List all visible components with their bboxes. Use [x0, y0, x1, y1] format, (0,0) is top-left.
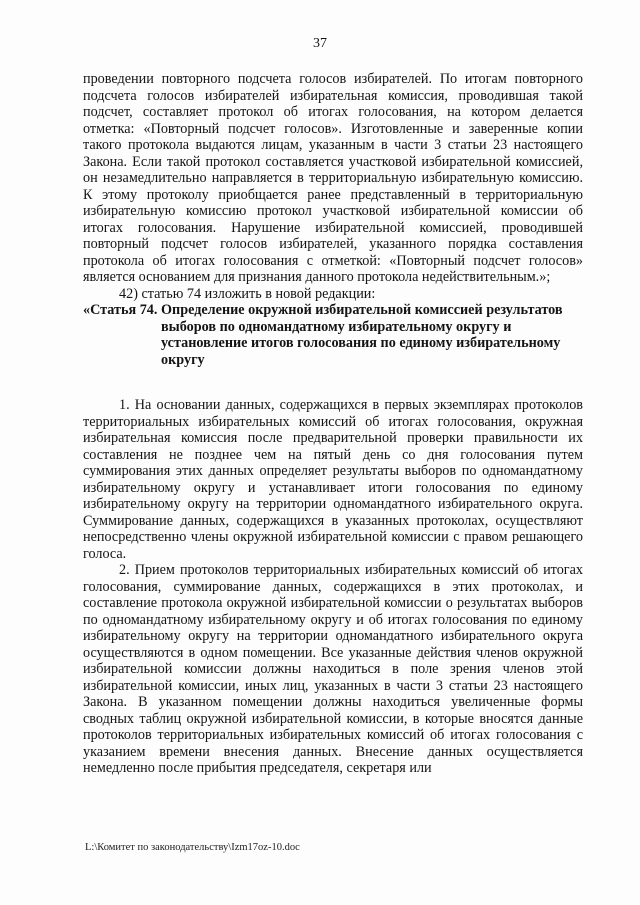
footer-file-path: L:\Комитет по законодательству\Izm17oz-10.doc	[85, 842, 300, 853]
paragraph-recount-continuation: проведении повторного подсчета голосов избирателей. По итогам повторного подсчета голосов избирателей избирательная комиссия, проводившая такой подсчет, составляет протокол об итогах голосования, на котором делается отметка: «Повторный подсчет голосов». Изготовленные и заверенные копии такого протокола выдаются лицам, указанным в части 3 статьи 23 настоящего Закона. Если такой протокол составляется участковой избирательной комиссией, он незамедлительно направляется в территориальную избирательную комиссию. К этому протоколу приобщается ранее представленный в территориальную избирательную комиссию протокол участковой избирательной комиссии об итогах голосования. Нарушение избирательной комиссией, проводившей повторный подсчет голосов избирателей, указанного порядка составления протокола об итогах голосования с отметкой: «Повторный подсчет голосов» является основанием для признания данного протокола недействительным.»;	[83, 71, 583, 285]
article-title: Определение окружной избирательной комиссией результатов выборов по одномандатному избирательному округу и установление итогов голосования по единому избирательному округу	[161, 302, 563, 368]
article-74-heading	[83, 302, 583, 368]
spacer	[83, 368, 583, 397]
amendment-item-42: 42) статью 74 изложить в новой редакции:	[119, 285, 376, 302]
page-number: 37	[313, 36, 327, 51]
document-body	[83, 71, 583, 777]
article-number: «Статья 74.	[83, 302, 161, 318]
article-item-1: 1. На основании данных, содержащихся в первых экземплярах протоколов территориальных избирательных комиссий об итогах голосования, окружная избирательная комиссия после предварительной проверки правильности их составления не позднее чем на пятый день со дня голосования путем суммирования этих данных определяет результаты выборов по одномандатному избирательному округу и устанавливает итоги голосования по единому избирательному округу на территории одномандатного избирательного округа. Суммирование данных, содержащихся в указанных протоколах, осуществляют непосредственно члены окружной избирательной комиссии с правом решающего голоса.	[83, 397, 583, 562]
article-item-2: 2. Прием протоколов территориальных избирательных комиссий об итогах голосования, суммирование данных, содержащихся в этих протоколах, и составление протокола окружной избирательной комиссии о результатах выборов по одномандатному избирательному округу и об итогах голосования по единому избирательному округу на территории одномандатного избирательного округа осуществляются в одном помещении. Все указанные действия членов окружной избирательной комиссии должны находиться в поле зрения членов этой избирательной комиссии, иных лиц, указанных в части 3 статьи 23 настоящего Закона. В указанном помещении должны находиться увеличенные формы сводных таблиц окружной избирательной комиссии, в которые вносятся данные протоколов территориальных избирательных комиссий об итогах голосования с указанием времени внесения данных. Внесение данных осуществляется немедленно после прибытия председателя, секретаря или	[83, 562, 583, 776]
